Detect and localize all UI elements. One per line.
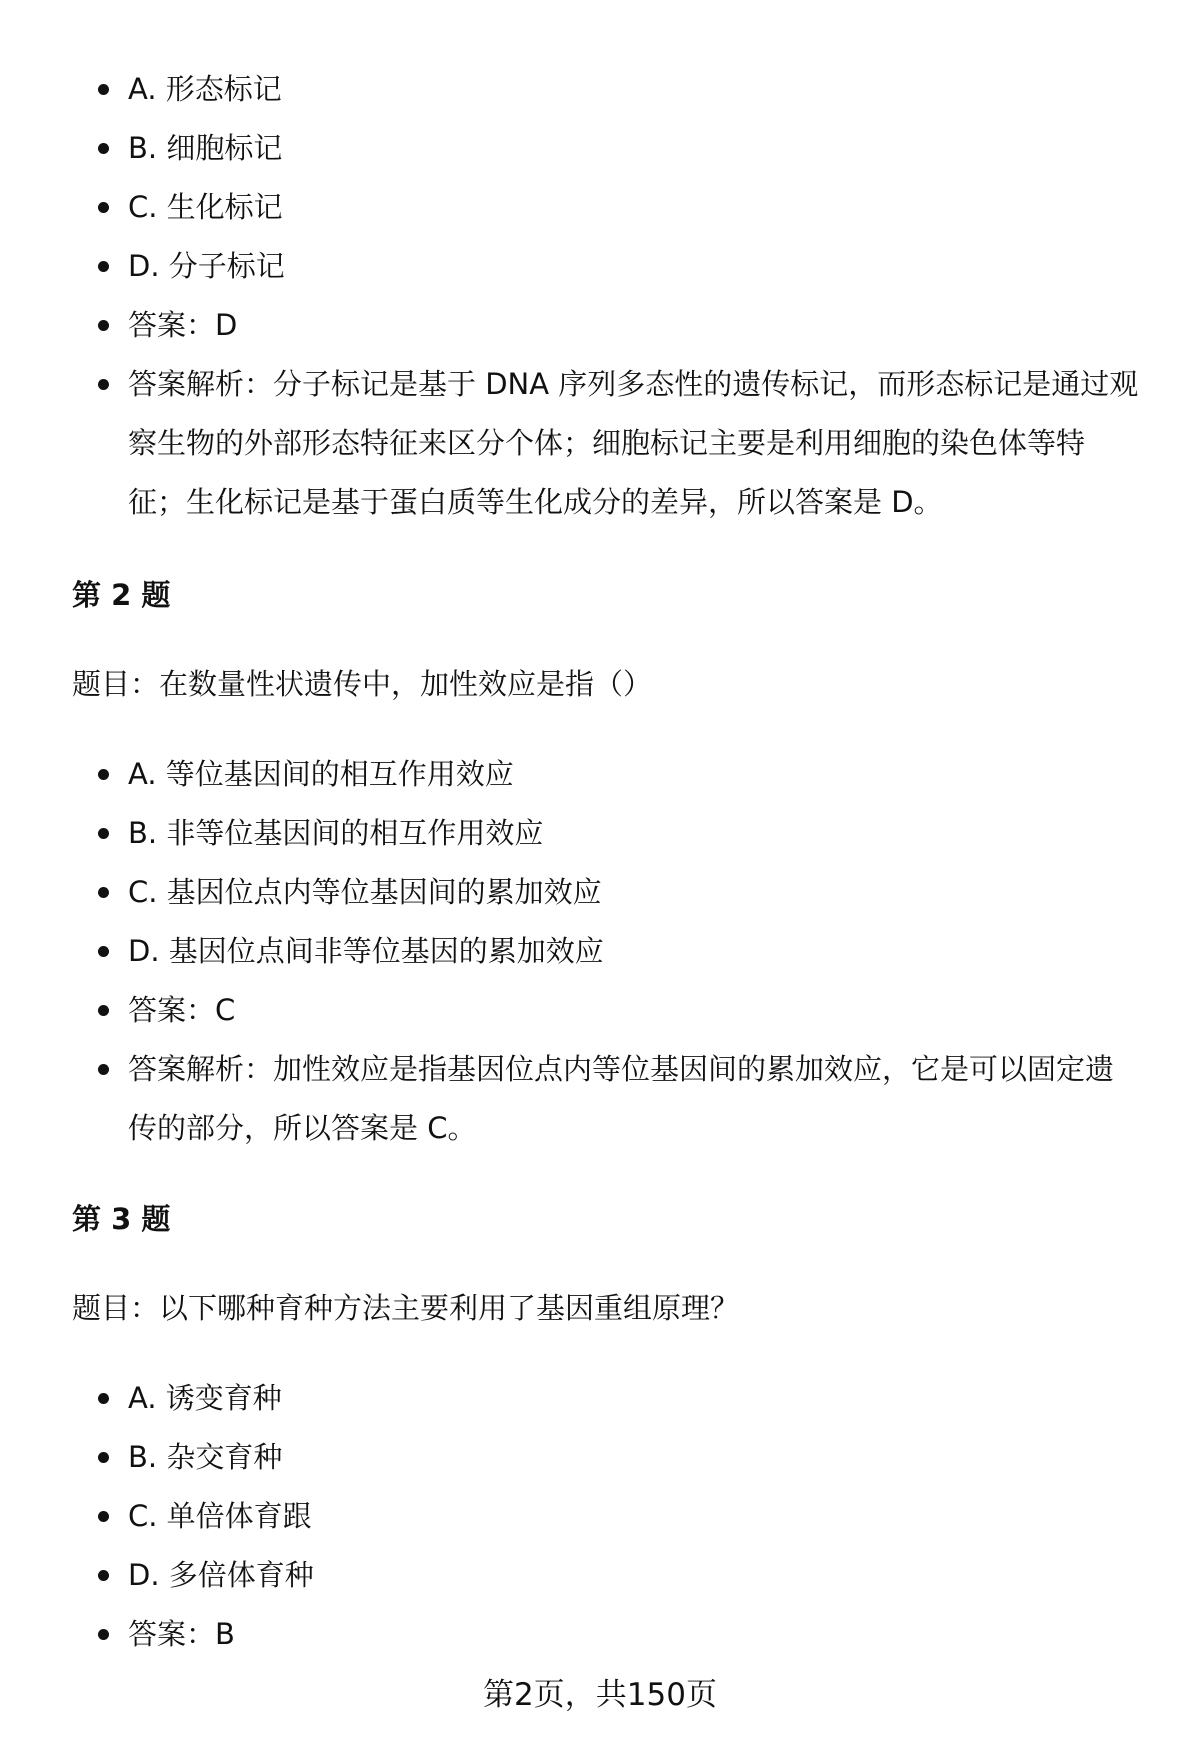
- q3-option-d: D. 多倍体育种: [0, 1546, 1200, 1605]
- q2-answer: 答案：C: [0, 981, 1200, 1040]
- q3-option-a: A. 诱变育种: [0, 1369, 1200, 1428]
- q3-option-list: [0, 1369, 1200, 1664]
- page-number-footer: 第2页，共150页: [483, 1677, 717, 1713]
- q2-question: 题目：在数量性状遗传中，加性效应是指（）: [72, 667, 653, 701]
- q2-option-d: D. 基因位点间非等位基因的累加效应: [0, 922, 1200, 981]
- bullet-icon: [98, 769, 109, 780]
- bullet-icon: [98, 202, 109, 213]
- q2-option-b: B. 非等位基因间的相互作用效应: [0, 804, 1200, 863]
- bullet-icon: [98, 1629, 109, 1640]
- bullet-icon: [98, 84, 109, 95]
- bullet-icon: [98, 887, 109, 898]
- q2-option-c: C. 基因位点内等位基因间的累加效应: [0, 863, 1200, 922]
- q3-answer: 答案：B: [0, 1605, 1200, 1664]
- bullet-icon: [98, 1393, 109, 1404]
- q1-option-a: A. 形态标记: [0, 60, 1200, 119]
- bullet-icon: [98, 143, 109, 154]
- q3-option-c: C. 单倍体育跟: [0, 1487, 1200, 1546]
- bullet-icon: [98, 261, 109, 272]
- q1-explanation: 答案解析：分子标记是基于 DNA 序列多态性的遗传标记，而形态标记是通过观察生物的外部形态特征来区分个体；细胞标记主要是利用细胞的染色体等特征；生化标记是基于蛋白质等生化成分的差异，所以答案是 D。: [0, 355, 1140, 532]
- bullet-icon: [98, 1005, 109, 1016]
- q1-option-c: C. 生化标记: [0, 178, 1200, 237]
- bullet-icon: [98, 1570, 109, 1581]
- bullet-icon: [98, 320, 109, 331]
- bullet-icon: [98, 379, 109, 390]
- q1-option-d: D. 分子标记: [0, 237, 1200, 296]
- q1-option-b: B. 细胞标记: [0, 119, 1200, 178]
- bullet-icon: [98, 828, 109, 839]
- bullet-icon: [98, 1452, 109, 1463]
- q2-option-a: A. 等位基因间的相互作用效应: [0, 745, 1200, 804]
- bullet-icon: [98, 1511, 109, 1522]
- q3-question: 题目：以下哪种育种方法主要利用了基因重组原理？: [72, 1291, 740, 1325]
- q1-answer: 答案：D: [0, 296, 1200, 355]
- q2-heading: 第 2 题: [72, 578, 171, 612]
- bullet-icon: [98, 1064, 109, 1075]
- q3-heading: 第 3 题: [72, 1202, 171, 1236]
- q2-option-list: [0, 745, 1200, 1158]
- q3-option-b: B. 杂交育种: [0, 1428, 1200, 1487]
- q1-option-list: [0, 60, 1200, 532]
- q2-explanation: 答案解析：加性效应是指基因位点内等位基因间的累加效应，它是可以固定遗传的部分，所以答案是 C。: [0, 1040, 1140, 1158]
- bullet-icon: [98, 946, 109, 957]
